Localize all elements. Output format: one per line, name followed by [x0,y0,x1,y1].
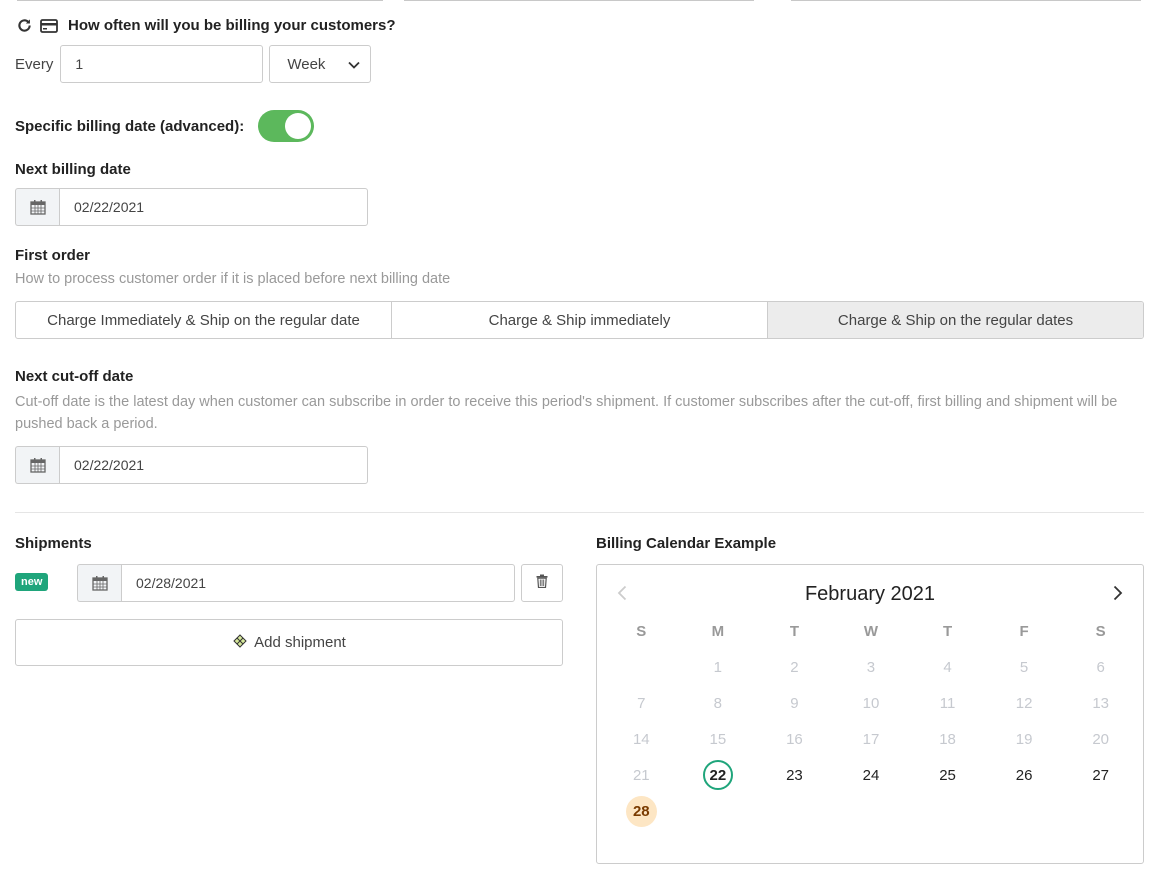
next-billing-date-field [15,188,368,226]
billing-frequency-heading [17,17,396,34]
calendar-day: 2 [790,658,799,676]
add-shipment-button[interactable] [15,619,563,666]
calendar-empty-cell [603,649,680,685]
first-order-option-charge-ship-immediately[interactable]: Charge & Ship immediately [392,302,768,338]
calendar-day: 9 [790,694,799,712]
toggle-knob [285,113,311,139]
calendar-week-row [603,757,1139,793]
first-order-option-charge-ship-regular-dates[interactable]: Charge & Ship on the regular dates [768,302,1143,338]
calendar-day-shipment: 28 [603,793,680,829]
calendar-weekday-row [603,613,1139,649]
calendar-day: 23 [786,766,803,784]
first-order-option-charge-immediately-ship-regular[interactable]: Charge Immediately & Ship on the regular date [16,302,392,338]
calendar-day: 3 [866,658,876,676]
calendar-day: 17 [862,730,880,748]
calendar-month-title: February 2021 [804,583,936,605]
period-select[interactable] [269,45,371,83]
shipment-date-field [77,564,515,602]
calendar-day: 8 [713,694,723,712]
calendar-week-row [603,793,1139,829]
next-cutoff-date-label: Next cut-off date [15,368,134,385]
calendar-day: 16 [786,730,803,748]
calendar-days [603,649,1139,829]
calendar-day: 19 [1015,730,1033,748]
delete-shipment-button[interactable] [521,564,563,602]
calendar-day: 13 [1092,694,1109,712]
calendar-icon[interactable] [15,446,59,484]
specific-billing-date-row [15,110,314,142]
period-select-value: Week [287,55,326,73]
section-divider [15,512,1144,513]
calendar-week-row [603,721,1139,757]
calendar-day: 20 [1092,730,1109,748]
shipment-date-input[interactable]: 02/28/2021 [121,564,515,602]
next-billing-date-input[interactable]: 02/22/2021 [59,188,368,226]
billing-calendar [596,564,1144,864]
calendar-day: 27 [1092,766,1109,784]
weekday-label: T [942,622,953,640]
billing-interval-row [15,45,371,83]
next-cutoff-date-field [15,446,368,484]
calendar-week-row [603,649,1139,685]
first-order-help: How to process customer order if it is placed before next billing date [15,271,451,287]
first-order-options [15,301,1144,339]
calendar-day: 18 [939,730,956,748]
calendar-day: 25 [939,766,956,784]
weekday-label: T [789,622,799,640]
top-field-border [791,0,1141,1]
next-cutoff-date-input[interactable]: 02/22/2021 [59,446,368,484]
refresh-icon [17,18,32,33]
add-shipment-label: Add shipment [254,634,346,651]
calendar-day: 7 [637,694,646,712]
weekday-label: W [863,622,879,640]
first-order-label: First order [15,247,91,264]
calendar-day: 14 [632,730,650,748]
top-field-border [404,0,754,1]
top-field-border [17,0,383,1]
billing-calendar-label: Billing Calendar Example [596,535,777,552]
calendar-day: 10 [862,694,880,712]
next-billing-date-label: Next billing date [15,161,131,178]
calendar-day: 21 [632,766,650,784]
chevron-right-icon[interactable] [1113,585,1123,605]
credit-card-icon [40,19,58,33]
calendar-day: 5 [1019,658,1029,676]
weekday-label: F [1019,622,1029,640]
calendar-day: 6 [1096,658,1105,676]
weekday-label: M [711,622,725,640]
chevron-down-icon [348,56,360,73]
calendar-day: 15 [709,730,727,748]
calendar-day: 11 [939,694,956,712]
calendar-grid [603,613,1139,829]
calendar-week-row [603,685,1139,721]
every-label: Every [15,55,54,73]
calendar-day-billing: 22 [680,757,757,793]
weekday-label: S [636,622,647,640]
trash-icon [536,574,548,592]
calendar-day: 1 [713,658,723,676]
interval-input[interactable]: 1 [60,45,263,83]
billing-frequency-question: How often will you be billing your customers? [68,17,396,34]
add-shipment-icon [232,633,248,653]
cutoff-help: Cut-off date is the latest day when customer can subscribe in order to receive this period's shipment. If customer subscribes after the cut-off, first billing and shipment will be pushed back a period. [15,394,1118,432]
calendar-icon[interactable] [15,188,59,226]
shipments-label: Shipments [15,535,92,552]
calendar-day: 12 [1015,694,1033,712]
new-badge: new [15,573,48,591]
specific-billing-date-label: Specific billing date (advanced): [15,117,245,135]
calendar-icon[interactable] [77,564,121,602]
calendar-day: 26 [1015,766,1033,784]
calendar-day: 24 [862,766,880,784]
calendar-day: 4 [943,658,952,676]
weekday-label: S [1095,622,1106,640]
specific-billing-date-toggle[interactable] [258,110,314,142]
